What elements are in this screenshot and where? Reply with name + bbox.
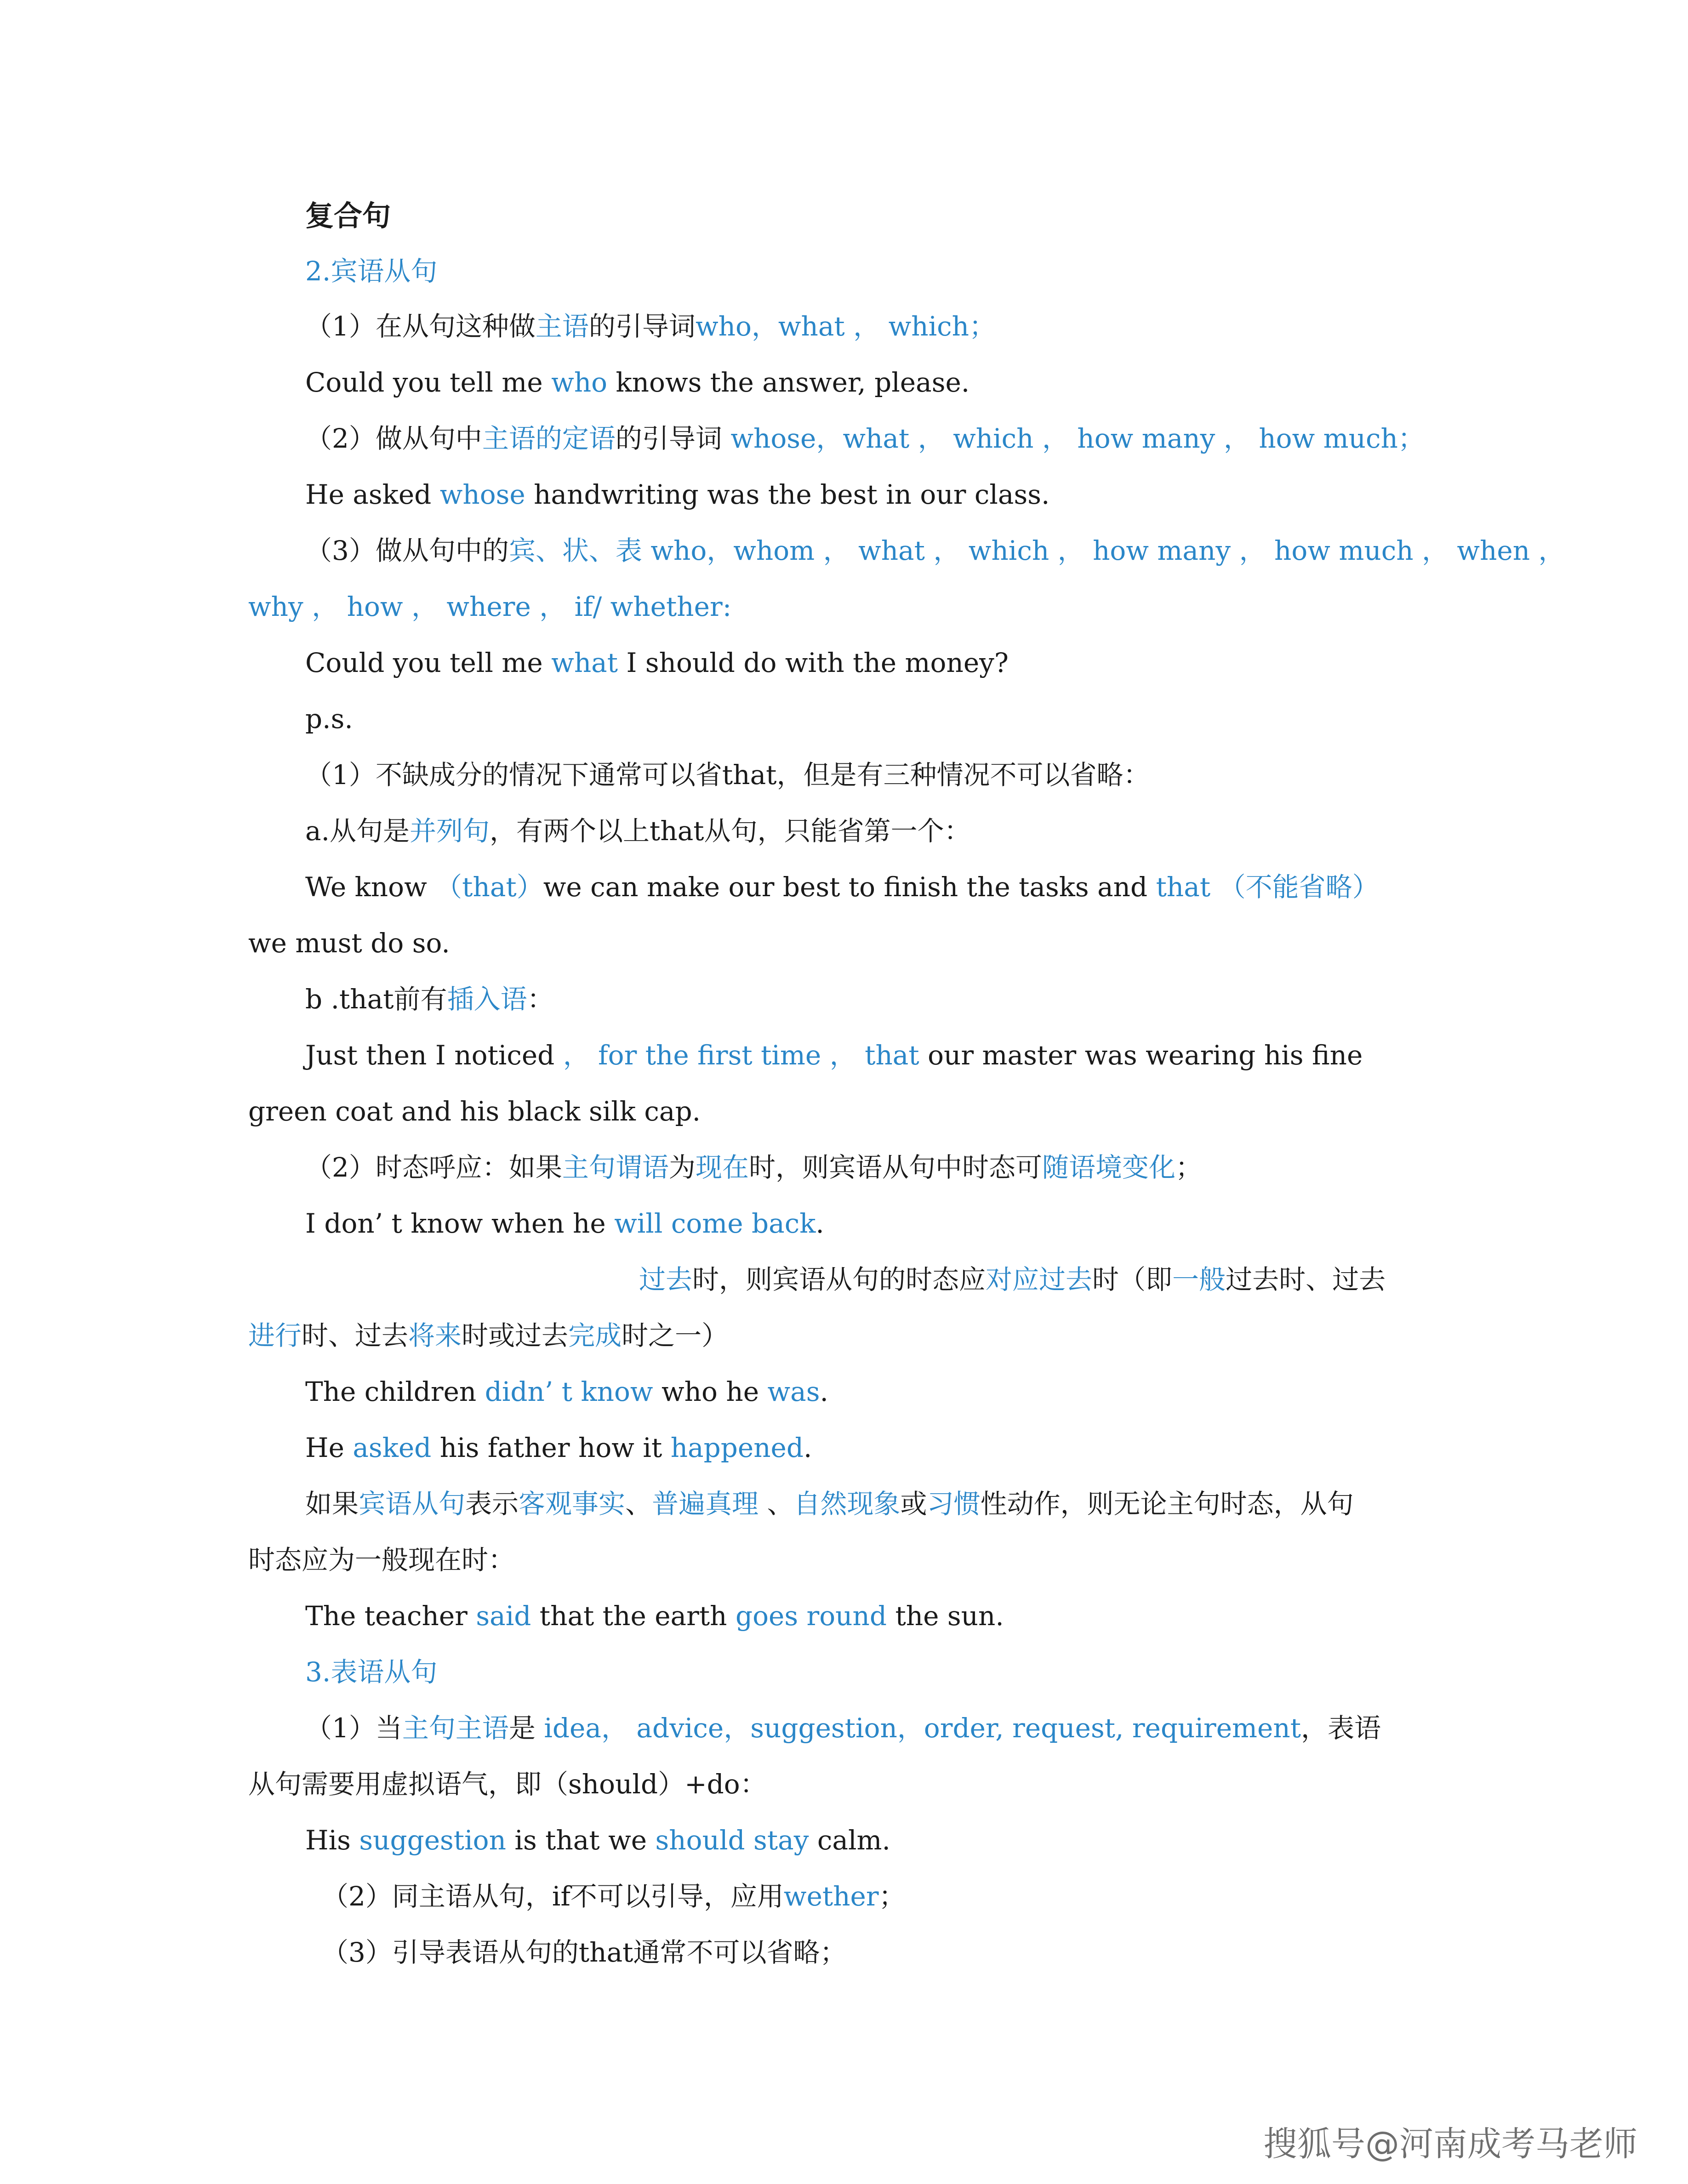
- section-heading-object-clause: 2.宾语从句: [305, 256, 438, 287]
- note-line: （1）不缺成分的情况下通常可以省that，但是有三种情况不可以省略：: [305, 759, 1150, 791]
- ps-label: p.s.: [305, 703, 353, 734]
- note-line: a.从句是并列句，有两个以上that从句，只能省第一个：: [305, 815, 971, 847]
- note-line: 如果宾语从句表示客观事实、普遍真理 、自然现象或习惯性动作，则无论主句时态，从句: [305, 1488, 1354, 1519]
- example-line-continued: green coat and his black silk cap.: [248, 1096, 701, 1127]
- section-heading-predicative-clause: 3.表语从句: [305, 1656, 438, 1688]
- watermark: 搜狐号@河南成考马老师: [1263, 2124, 1637, 2164]
- example-line: The children didn’ t know who he was.: [305, 1376, 828, 1407]
- rule-line-continued: 从句需要用虚拟语气，即（should）+do：: [248, 1769, 767, 1800]
- rule-line: （1）在从句这种做主语的引导词who，what ， which；: [305, 311, 996, 342]
- note-line-continued: 时态应为一般现在时：: [248, 1544, 515, 1575]
- note-line: （2）时态呼应：如果主句谓语为现在时，则宾语从句中时态可随语境变化；: [305, 1152, 1202, 1183]
- example-line: He asked whose handwriting was the best in our class.: [305, 479, 1050, 510]
- example-line: Could you tell me what I should do with the money?: [305, 647, 1009, 678]
- rule-line: （3）引导表语从句的that通常不可以省略；: [322, 1937, 847, 1968]
- example-line: The teacher said that the earth goes round the sun.: [305, 1600, 1004, 1632]
- rule-line: （2）同主语从句，if不可以引导，应用wether；: [322, 1881, 906, 1912]
- note-line: 过去时，则宾语从句的时态应对应过去时（即一般过去时、过去: [639, 1264, 1386, 1295]
- example-line: We know （that）we can make our best to finish the tasks and that （不能省略）: [305, 871, 1379, 903]
- example-line: He asked his father how it happened.: [305, 1432, 812, 1463]
- note-line: b .that前有插入语：: [305, 984, 554, 1015]
- example-line: Could you tell me who knows the answer, please.: [305, 367, 970, 398]
- rule-line: （2）做从句中主语的定语的引导词 whose，what ， which ， how many ， how much；: [305, 423, 1425, 454]
- example-line: His suggestion is that we should stay calm.: [305, 1825, 890, 1856]
- rule-line: （1）当主句主语是 idea， advice，suggestion，order, request, requirement，表语: [305, 1712, 1381, 1744]
- page-title: 复合句: [305, 199, 391, 233]
- example-line-continued: we must do so.: [248, 927, 450, 959]
- rule-line: （3）做从句中的宾、状、表 who，whom ， what ， which ， how many ， how much ， when ，: [305, 535, 1565, 566]
- rule-line-continued: why ， how ， where ， if/ whether:: [248, 591, 732, 622]
- note-line-continued: 进行时、过去将来时或过去完成时之一）: [248, 1320, 729, 1351]
- example-line: Just then I noticed ， for the first time ， that our master was wearing his fine: [305, 1040, 1363, 1071]
- example-line: I don’ t know when he will come back.: [305, 1208, 824, 1239]
